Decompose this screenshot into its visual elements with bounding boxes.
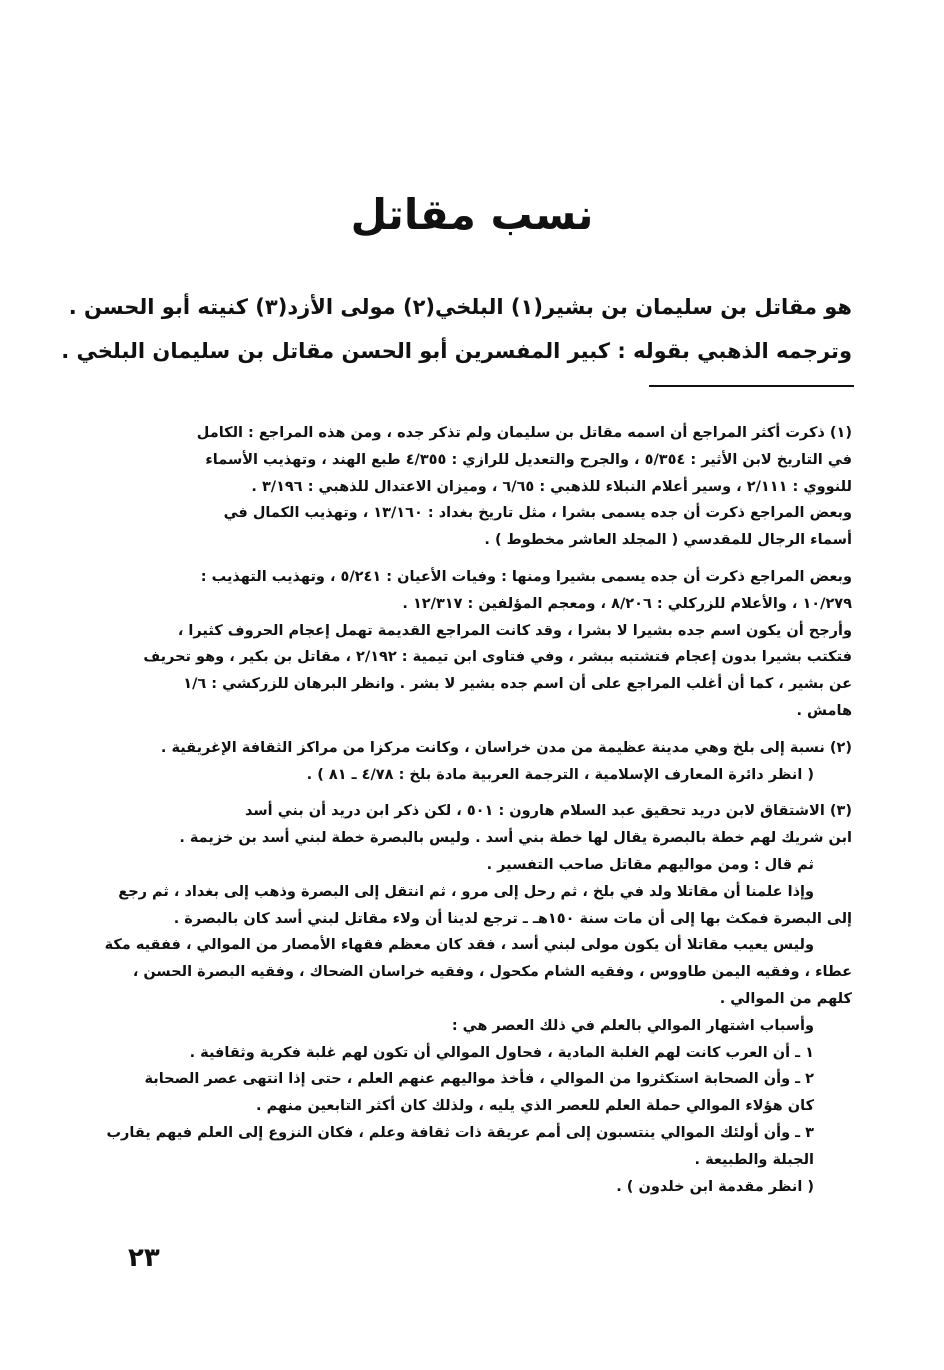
footnote-line: (٣) الاشتقاق لابن دريد تحقيق عبد السلام هارون : ٥٠١ ، لكن ذكر ابن دريد أن بني أسد [245, 803, 852, 820]
footnote-line: وأسباب اشتهار الموالي بالعلم في ذلك العصر هي : [451, 1017, 814, 1034]
footnote-line: وإذا علمنا أن مقاتلا ولد في بلخ ، ثم رحل إلى مرو ، ثم انتقل إلى البصرة وذهب إلى بغداد ، ثم رجع [118, 883, 814, 900]
footnote-line: كان هؤلاء الموالي حملة العلم للعصر الذي يليه ، ولذلك كان أكثر التابعين منهم . [256, 1098, 814, 1115]
footnote-line: ( انظر مقدمة ابن خلدون ) . [616, 1178, 814, 1195]
footnote-line: الجبلة والطبيعة . [694, 1151, 814, 1168]
main-line: وترجمه الذهبي بقوله : كبير المفسرين أبو الحسن مقاتل بن سليمان البلخي . [61, 339, 852, 363]
footnote-line: في التاريخ لابن الأثير : ٥/٣٥٤ ، والجرح والتعديل للرازي : ٤/٣٥٥ طبع الهند ، وتهذيب الأسماء [205, 451, 852, 468]
footnote-line: للنووي : ٢/١١١ ، وسير أعلام النبلاء للذهبي : ٦/٦٥ ، وميزان الاعتدال للذهبي : ٣/١٩٦ . [251, 478, 852, 495]
chapter-title: نسب مقاتل [350, 190, 594, 239]
page-number: ٢٣ [128, 1243, 160, 1273]
footnote-line: (١) ذكرت أكثر المراجع أن اسمه مقاتل بن سليمان ولم تذكر جده ، ومن هذه المراجع : الكامل [196, 425, 852, 441]
footnote-line: وبعض المراجع ذكرت أن جده يسمى بشيرا ومنها : وفيات الأعيان : ٥/٢٤١ ، وتهذيب التهذيب : [200, 568, 852, 585]
footnote-line: ٣ ـ وأن أولئك الموالي ينتسبون إلى أمم عريقة ذات ثقافة وعلم ، فكان النزوع إلى العلم فيهم يقارب [106, 1124, 814, 1141]
footnote-separator [649, 385, 854, 387]
main-text [61, 285, 852, 373]
main-line: هو مقاتل بن سليمان بن بشير(١) البلخي(٢) مولى الأزد(٣) كنيته أبو الحسن . [68, 295, 852, 319]
footnote-line: وليس يعيب مقاتلا أن يكون مولى لبني أسد ، فقد كان معظم فقهاء الأمصار من الموالي ، ففقيه مكة [104, 937, 814, 954]
footnote-line: هامش . [796, 702, 852, 719]
footnote-line: ٢ ـ وأن الصحابة استكثروا من الموالي ، فأخذ مواليهم عنهم العلم ، حتى إذا انتهى عصر الصحابة [144, 1071, 814, 1088]
footnote-line: فتكتب بشيرا بدون إعجام فتشتبه ببشر ، وفي فتاوى ابن تيمية : ٢/١٩٢ ، مقاتل بن بكير ، وهو تحريف [143, 649, 852, 666]
footnote-line: وبعض المراجع ذكرت أن جده يسمى بشرا ، مثل تاريخ بغداد : ١٣/١٦٠ ، وتهذيب الكمال في [223, 505, 852, 522]
footnote-line: (٢) نسبة إلى بلخ وهي مدينة عظيمة من مدن خراسان ، وكانت مركزا من مراكز الثقافة الإغريقية . [160, 739, 852, 756]
footnotes [104, 420, 852, 1200]
footnote-line: إلى البصرة فمكث بها إلى أن مات سنة ١٥٠هـ ـ ترجع لدينا أن ولاء مقاتل لبني أسد كان بالبصرة . [173, 910, 852, 927]
footnote-line: ثم قال : ومن مواليهم مقاتل صاحب التفسير . [486, 856, 814, 873]
footnote-line: كلهم من الموالي . [719, 990, 852, 1007]
footnote-line: عطاء ، وفقيه اليمن طاووس ، وفقيه الشام مكحول ، وفقيه خراسان الضحاك ، وفقيه البصرة الحسن ، [132, 964, 852, 981]
footnote-line: ابن شريك لهم خطة بالبصرة يقال لها خطة بني أسد . وليس بالبصرة خطة لبني أسد بن خزيمة . [179, 830, 852, 847]
footnote-line: أسماء الرجال للمقدسي ( المجلد العاشر مخطوط ) . [484, 532, 852, 549]
footnote-line: ١٠/٢٧٩ ، والأعلام للزركلي : ٨/٢٠٦ ، ومعجم المؤلفين : ١٢/٣١٧ . [402, 595, 852, 612]
footnote-line: ( انظر دائرة المعارف الإسلامية ، الترجمة العربية مادة بلخ : ٤/٧٨ ـ ٨١ ) . [306, 766, 814, 783]
footnote-line: وأرجح أن يكون اسم جده بشيرا لا بشرا ، وقد كانت المراجع القديمة تهمل إعجام الحروف كثيرا ، [177, 622, 852, 639]
footnote-line: عن بشير ، كما أن أغلب المراجع على أن اسم جده بشير لا بشر . وانظر البرهان للزركشي : ١/٦ [183, 676, 852, 693]
footnote-line: ١ ـ أن العرب كانت لهم الغلبة المادية ، فحاول الموالي أن تكون لهم غلبة فكرية وثقافية . [189, 1044, 814, 1061]
